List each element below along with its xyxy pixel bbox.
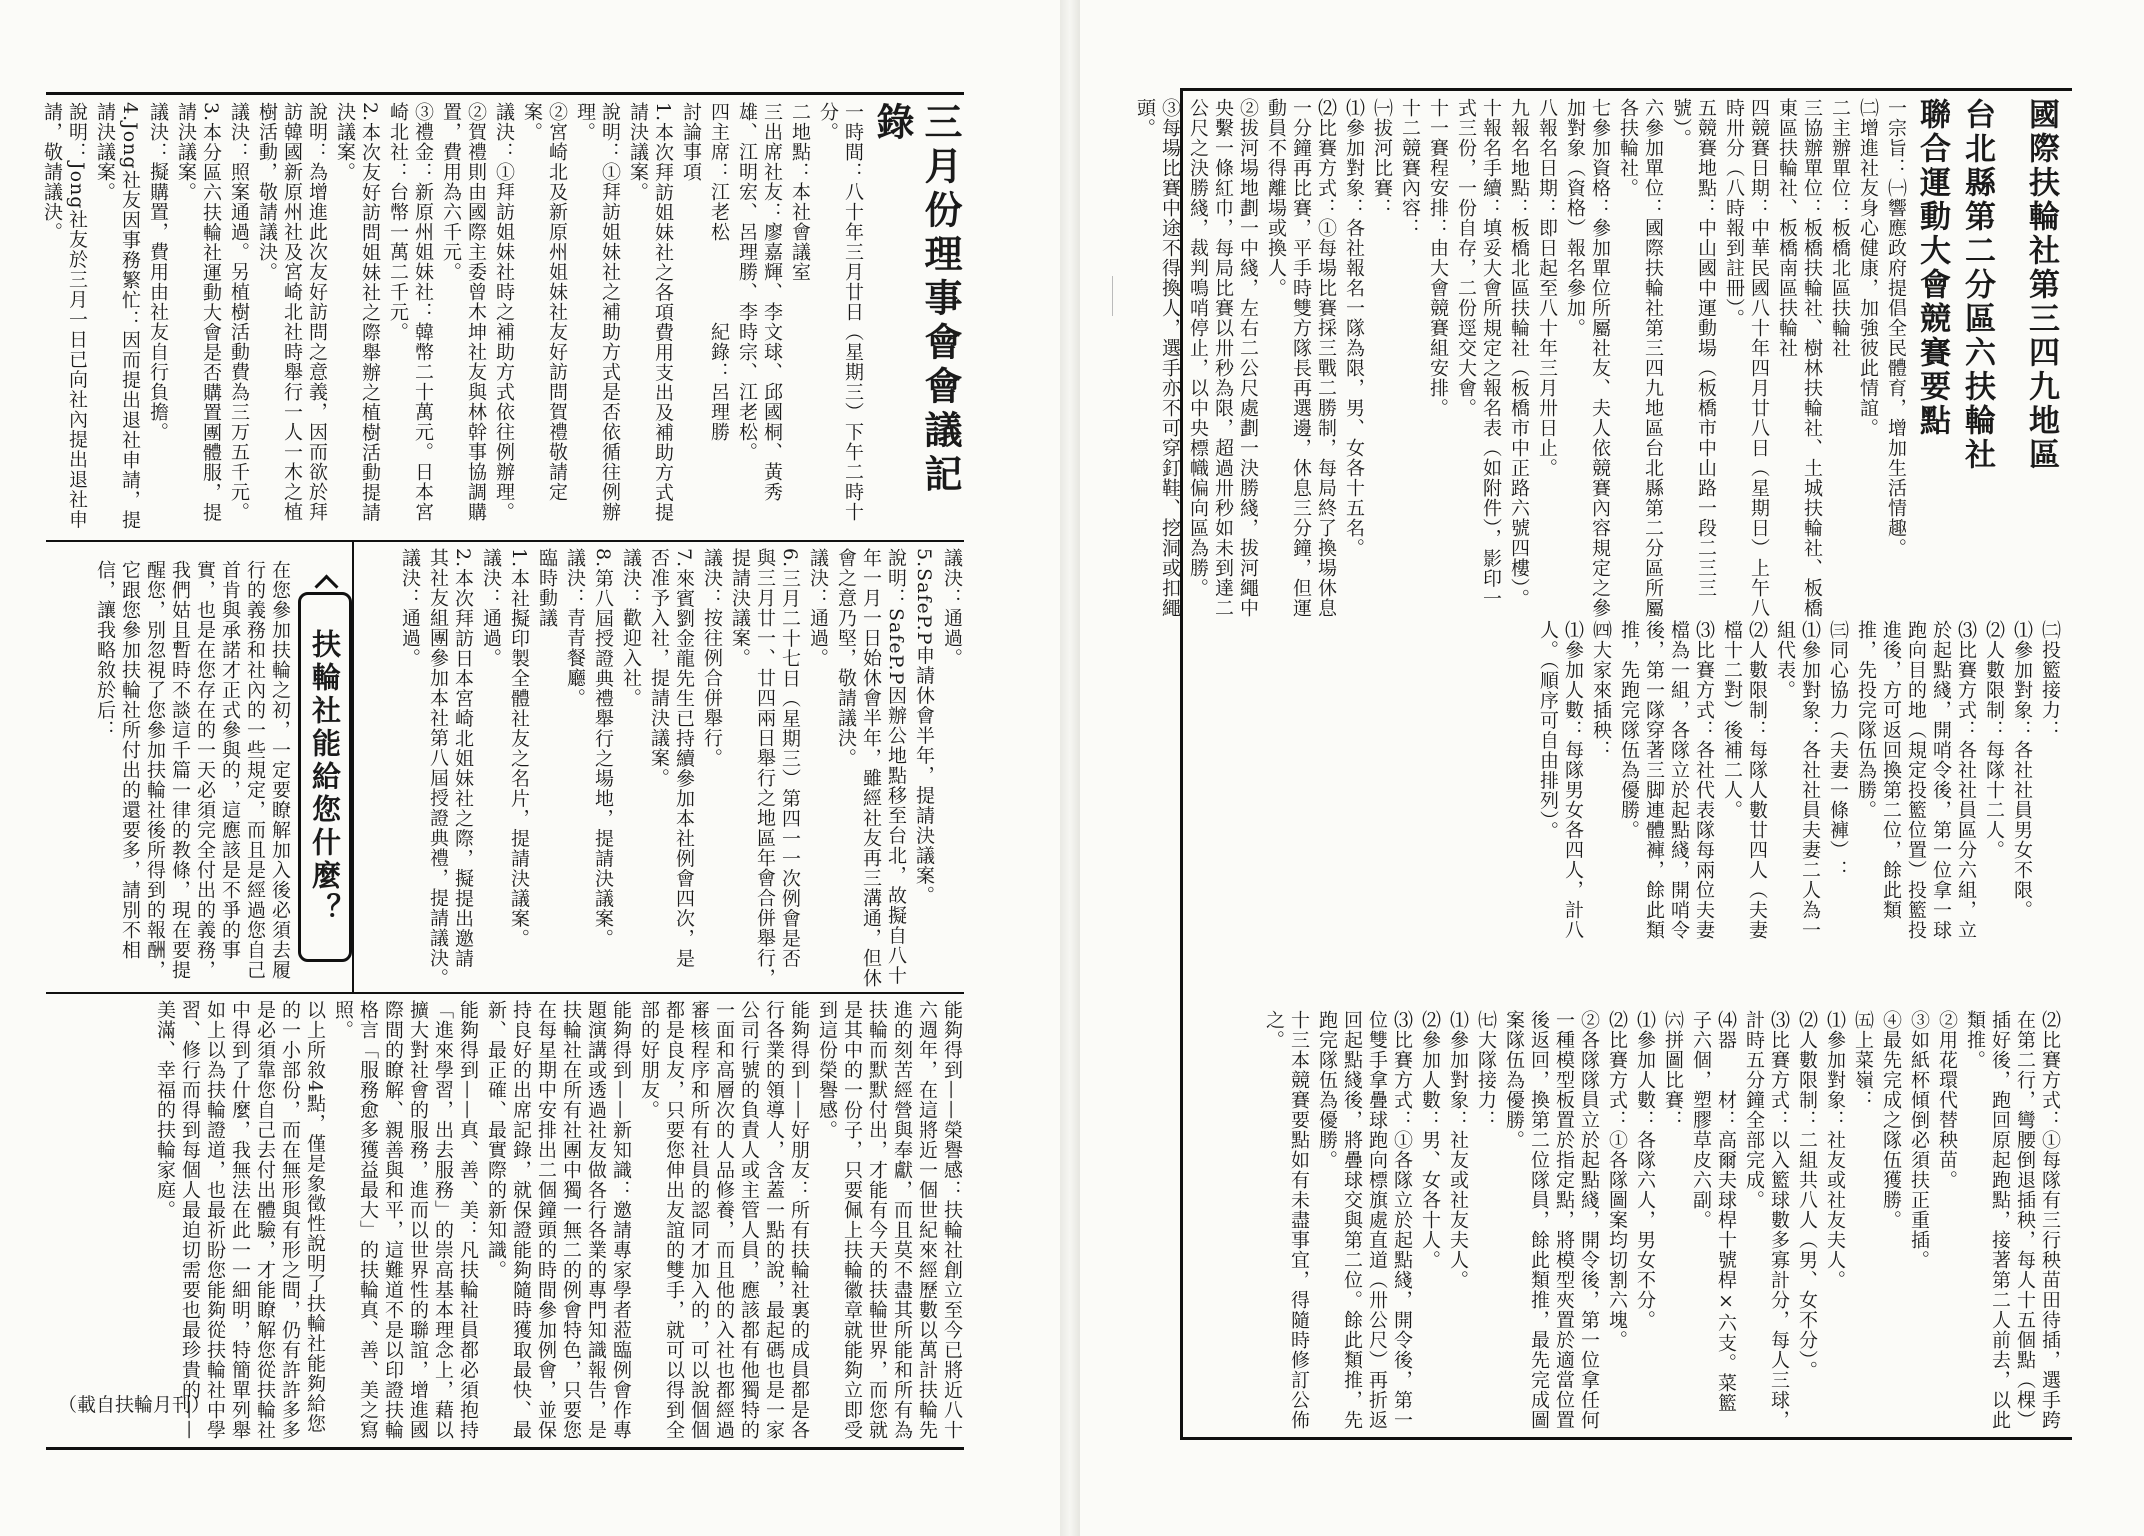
rules-item: 九報名地點：板橋北區扶輪社（板橋市中正路六號四樓）。 [1508,98,1530,609]
minutes-line: 2.本次友好訪問姐妹社之際舉辦之植樹活動提請決議案。 [334,102,381,523]
rules-item: ⑵比賽方式：①每隊有三行秧苗田待插，選手跨在第二行，彎腰倒退插秧，每人十五個點（棵）插好後，跑回原起跑點，接著第二人前去，以此類推。 [1964,1010,2061,1430]
rules-item: ⑶比賽方式：各社社員區分六組，立於起點綫，開哨令後，第一位拿一球跑向目的地（規定投籃位置）投籃投進後，方可返回換第二位，餘此類推，先投完隊伍為勝。 [1855,620,1977,940]
rules-item: ⑶比賽方式：各社代表隊每兩位夫妻檔為一組，各隊立於起點綫，開哨令後，第一隊穿著三脚連體褲，餘此類推，先跑完隊伍為優勝。 [1618,620,1715,940]
rules-item: 八報名日期：即日起至八十年三月卅日止。 [1536,98,1558,478]
rules-title-line: 國際扶輪社第三四九地區 [2023,98,2059,472]
essay-paragraph: 能夠得到——好朋友：所有扶輪社裏的成員都是各行各業的領導人，含蓋一點的說，最起碼也是一家公司行號的負責人或主管人員，應該都有他獨特的一面和高層次的人品修養，而且他的入社也都經過審核程序和所有社員的認同才加入的，可以說個個都是良友，只要您伸出友誼的雙手，就可以得到全部的好朋友。 [638,1000,810,1440]
rules-item: ㈦大隊接力： [1475,1010,1497,1130]
rules-title-line: 聯合運動大會競賽要點 [1914,98,1950,438]
minutes-line: 議決：通過。 [807,548,829,668]
rules-item: ㈡投籃接力： [2039,620,2061,740]
rules-item: ②各隊隊員立於起點綫，開令後，第一位拿任何一種模型板置於指定點，將模型夾置於適當位置後返回，換第二位隊員，餘此類推，最先完成圖案隊伍為優勝。 [1503,1010,1600,1430]
minutes-line: ③禮金：新原州姐妹社：韓幣二十萬元。日本宮崎北社：台幣一萬二千元。 [387,102,434,522]
rules-item: ㈠拔河比賽： [1371,98,1393,218]
rules-item: ㈡增進社友身心健康，加強彼此情誼。 [1857,98,1879,438]
margin-mark [1112,276,1123,316]
essay-paragraph: 能夠得到——真、善、美：凡扶輪社員都必須抱持「進來學習，出去服務」的崇高基本理念上，藉以擴大對社會的服務，進而以世界性的聯誼，增進國際間的瞭解、親善與和平，這難道不是以印證扶輪格言「服務愈多獲益最大」的扶輪真、善、美之寫照。 [332,1000,479,1440]
rules-item: ③每場比賽中途不得換人，選手亦不可穿釘鞋、挖洞或扣繩頭。 [1134,98,1181,618]
bottom-rule-right [1180,1437,2072,1440]
essay-paragraph: 能夠得到——新知識：邀請專家學者蒞臨例會作專題演講或透過社友做各行各業的專門知識報告，是扶輪社在所有社團中獨一無二的例會特色，只要您在每星期中安排出二個鐘頭的時間參加例會，並保持良好的出席記錄，就保證能夠隨時獲取最快、最新、最正確、最實際的新知識。 [485,1000,632,1440]
minutes-line: 議決：擬購置，費用由社友自行負擔。 [147,102,169,442]
rules-item: ⑵人數限制：二組共八人（男、女不分）。 [1796,1010,1818,1381]
rules-item: ③如紙杯傾倒必須扶正重插。 [1908,1010,1930,1270]
top-rule-right [1180,88,2072,91]
rules-item: 十三本競賽要點如有未盡事宜，得隨時修訂公佈之。 [1263,1010,1310,1430]
minutes-line: 8.第八屆授證典禮舉行之場地，提請決議案。 [592,548,614,949]
minutes-line: 議決：通過。 [399,548,421,668]
minutes-line: 四主席：江老松 紀錄：呂理勝 [708,102,730,442]
minutes-title: 三月份理事會會議記錄 [870,102,962,498]
minutes-line: 說明：為增進此次友好訪問之意義，因而欲於拜訪韓國新原州社及宮崎北社時舉行一人一木之植樹活動，敬請議決。 [256,102,328,522]
rules-item: 三協辦單位：板橋扶輪社、樹林扶輪社、土城扶輪社、板橋東區扶輪社、板橋南區扶輪社 [1776,98,1823,618]
rules-item: ⑴參加人數：每隊男女各四人，計八人。（順序可自由排列）。 [1537,620,1584,940]
rules-item: ⑴參加對象：各社報名一隊為限，男、女各十五名。 [1343,98,1365,558]
rules-item: 六參加單位：國際扶輪社第三四九地區台北縣第二分區所屬各扶輪社。 [1617,98,1664,618]
rules-lower [1196,1010,2062,1430]
rules-item: ㈥拼圖比賽： [1662,1010,1684,1130]
minutes-line: 議決：青青餐廳。 [564,548,586,708]
essay-paragraph: 在您參加扶輪之初，一定要瞭解加入後必須去履行的義務和社內的一些規定，而且是經過您自己首肯與承諾才正式參與的，這應該是不爭的事實，也是在您存在的一天必須完全付出的義務，我們姑且暫時不談這千篇一律的教條，現在要提醒您，別忽視了您參加扶輪社後所得到的報酬，它跟您參加扶輪社所付出的還要多，請別不相信，讓我略敘於后： [94,560,291,980]
rules-item: ⑷器 材：高爾夫球桿十號桿×六支。菜籃子六個，塑膠草皮六副。 [1690,1010,1737,1413]
rules-item: ④最先完成之隊伍獲勝。 [1880,1010,1902,1230]
top-rule-left [46,92,964,95]
bottom-rule-left [46,1447,964,1450]
rules-item: ⑵人數限制：每隊人數廿四人（夫妻檔十二對）後補二人。 [1721,620,1768,940]
rules-middle [1196,620,2062,950]
minutes-line: 2.本次拜訪日本宮崎北姐妹社之際，擬提出邀請其社友組團參加本社第八屆授證典禮，提請議決。 [427,548,474,988]
rules-item: 一宗旨：㈠響應政府提倡全民體育，增加生活情趣。 [1885,98,1907,558]
minutes-line: 臨時動議 [536,548,558,628]
minutes-line: 討論事項 [680,102,702,182]
essay-intro [56,560,292,986]
minutes-line: 7.來賓劉金龍先生已持續參加本社例會四次，是否准予入社，提請決議案。 [648,548,695,969]
rules-upper [1134,98,2062,618]
rules-item: ⑵比賽方式：①各隊圖案均切割六塊。 [1606,1010,1628,1350]
minutes-continued [360,548,964,988]
minutes-line: 4.Jong社友因事務繁忙：因而提出退社申請，提請決議案。 [94,102,141,530]
rules-item: ⑵參加人數：男、女各十人。 [1419,1010,1441,1270]
essay-title: 扶輪社能給您什麼？ [308,628,342,926]
rules-item: 十二競賽內容： [1399,98,1421,238]
rules-item: ⑴參加對象：各社社員夫妻二人為一組代表。 [1774,620,1821,940]
rules-item: ㈢同心協力（夫妻一條褲）： [1827,620,1849,880]
minutes-line: ②宮崎北及新原州姐妹社友好訪問賀禮敬請定案。 [521,102,568,502]
minutes-line: 說明：Jong社友於三月一日已向社內提出退社申請，敬請議決。 [41,102,88,530]
minutes-line: 說明：①拜訪姐妹社之補助方式是否依循往例辦理。 [574,102,621,522]
essay-body [56,1000,964,1442]
minutes-line: 議決：①拜訪姐妹社時之補助方式依往例辦理。 [493,102,515,522]
essay-title-frame [298,592,352,962]
minutes-line: ②賀禮則由國際主委曾木坤社友與林幹事協調購置，費用為六千元。 [440,102,487,522]
minutes-line: 6.三月二十七日（星期三）第四一一次例會是否與三月廿一、廿四兩日舉行之地區年會合併舉行，提請決議案。 [729,548,801,988]
minutes-line: 議決：按往例合併舉行。 [701,548,723,768]
minutes-line: 議決：通過。 [480,548,502,668]
minutes-line: 3.本分區六扶輪社運動大會是否購置團體服，提請決議案。 [175,102,222,523]
minutes-line: 1.本次拜訪姐妹社之各項費用支出及補助方式提請決議案。 [627,102,674,523]
divider-upper-left [46,540,964,542]
minutes-line: 議決：照案通過。另植樹活動費為三万五千元。 [228,102,250,522]
minutes-line: 5.SafeP.P申請休會半年，提請決議案。 [913,548,935,906]
rules-item: 十報名手續：填妥大會所規定之報名表（如附件），影印一式三份，一份自存，二份逕交大會。 [1455,98,1502,609]
minutes-line: 說明：SafeP.P因辦公地點移至台北，故擬自八十年一月一日始休會半年，雖經社友再三溝通，但休會之意乃堅，敬請議決。 [835,548,907,988]
rules-item: ⑴參加對象：社友或社友夫人。 [1447,1010,1469,1290]
essay-paragraph: 能夠得到——榮譽感：扶輪社創立至今已將近八十六週年，在這將近一個世紀來經歷數以萬計扶輪先進的刻苦經營與奉獻，而且莫不盡其所能和所有為扶輪而默默付出，才能有今天的扶輪世界，而您就是其中的一份子，只要佩上扶輪徽章就能夠立即受到這份榮譽感。 [816,1000,963,1440]
rules-title-line: 台北縣第二分區六扶輪社 [1959,98,1995,472]
rules-item: ②拔河場地劃一中綫，左右二公尺處劃一決勝綫，拔河繩中央繫一條紅巾，每局比賽以卅秒為限，超過卅秒如未到達二公尺之決勝綫，裁判鳴哨停止，以中央標幟偏向區為勝。 [1187,98,1259,618]
source-note: （載自扶輪月刊） [58,1394,211,1416]
rules-item: 四競賽日期：中華民國八十年四月廿八日（星期日）上午八時卅分（八時報到註冊）。 [1723,98,1770,618]
rules-item: ㈣大家來插秧： [1590,620,1612,760]
rules-item: 十一賽程安排：由大會競賽組安排。 [1427,98,1449,418]
minutes-line: 二地點：本社會議室 [789,102,811,282]
rules-item: ⑵人數限制：每隊十二人。 [1983,620,2005,860]
reprint-source [58,1390,218,1417]
rules-item: ㈤上菜嶺： [1852,1010,1874,1110]
minutes-line: 議決：通過。 [941,548,963,668]
rules-item: 七參加資格：參加單位所屬社友、夫人依競賽內容規定之參加對象（資格）報名參加。 [1564,98,1611,618]
rules-item: 五競賽地點：中山國中運動場（板橋市中山路一段二三三號）。 [1670,98,1717,598]
rules-item: ⑴參加人數：各隊六人，男女不分。 [1634,1010,1656,1330]
rules-item: ⑶比賽方式：①各隊立於起點綫，開令後，第一位雙手拿疊球跑向標旗處直道（卅公尺）再折返回起點綫後，將疊球交與第二位。餘此類推，先跑完隊伍為優勝。 [1316,1010,1413,1430]
divider-lower-left [46,992,964,994]
essay-paragraph: 以上所敘4點，僅是象徵性說明了扶輪社能夠給您的一小部份，而在無形與有形之間，仍有許許多多是必須靠您自己去付出體驗，才能瞭解您從扶輪社中得到了什麼，我無法在此一一細明，特簡單列舉如上以為扶輪證道，也最祈盼您能夠從扶輪社中學習、修行而得到每個人最迫切需要也最珍貴的——美滿、幸福的扶輪家庭。 [154,1000,326,1440]
column-divider-left [352,540,354,992]
rules-item: ⑴參加對象：社友或社友夫人。 [1824,1010,1846,1290]
minutes-line: 三出席社友：廖嘉輝、李文球、邱國桐、黃秀雄、江明宏、呂理勝、李時宗、江老松。 [736,102,783,502]
minutes-line: 一時間：八十年三月廿日（星期三）下午二時十分。 [817,102,864,522]
page-gutter [1060,0,1080,1536]
rules-item: ⑵比賽方式：①每場比賽採三戰二勝制，每局終了換場休息一分鐘再比賽，平手時雙方隊長再選邊，休息三分鐘，但運動員不得離場或換人。 [1265,98,1337,618]
minutes-line: 1.本社擬印製全體社友之名片，提請決議案。 [508,548,530,949]
minutes-section [41,102,964,534]
rules-item: ②用花環代替秧苗。 [1936,1010,1958,1190]
rules-item: 二主辦單位：板橋北區扶輪社 [1829,98,1851,358]
rules-item: ⑴參加對象：各社社員男女不限。 [2011,620,2033,920]
minutes-line: 議決：歡迎入社。 [620,548,642,708]
rules-item: ⑶比賽方式：以入籃球數多寡計分，每人三球，計時五分鐘全部完成。 [1743,1010,1790,1430]
